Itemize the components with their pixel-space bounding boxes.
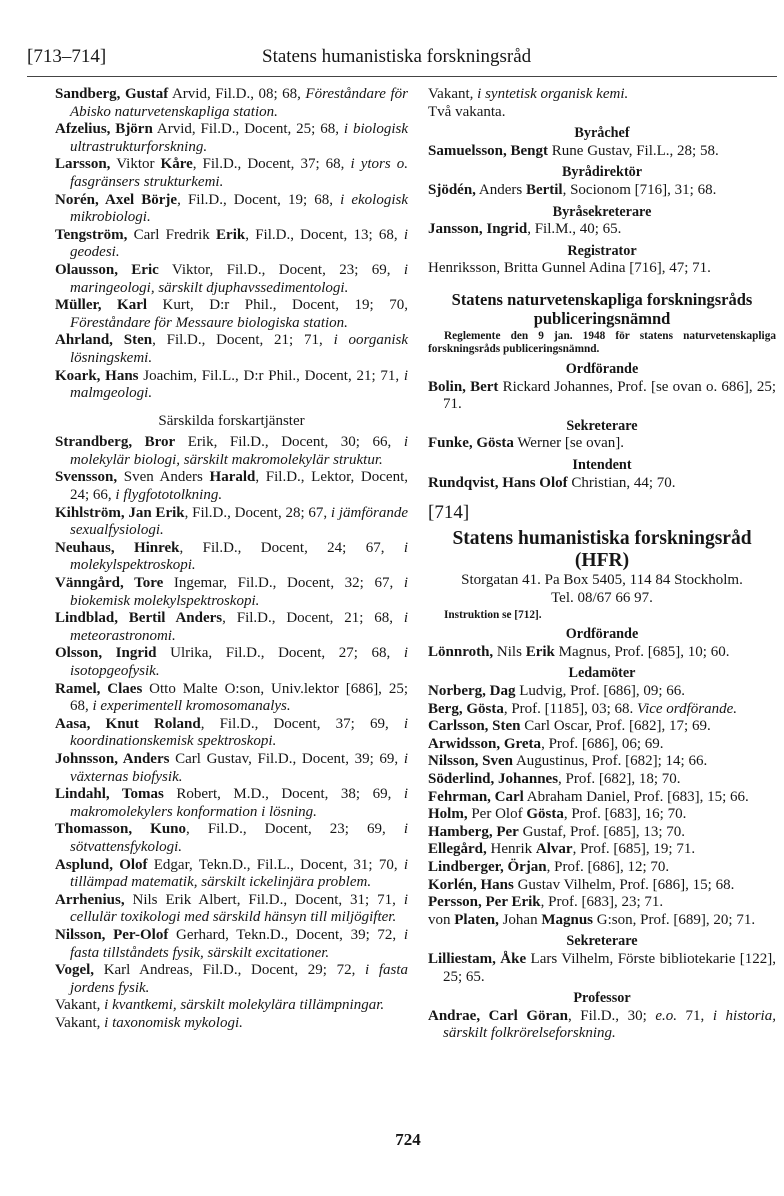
section-heading: Professor [573,990,631,1007]
entry-name: Vänngård, Tore [55,575,164,592]
entry-name: Persson, Per Erik [428,894,541,911]
directory-entry [428,771,776,789]
entry-name: Magnus [541,911,594,928]
directory-entry [428,475,776,493]
directory-entry [428,644,776,662]
directory-entry [428,86,776,104]
directory-entry [55,332,408,367]
directory-entry [55,610,408,645]
entry-specialty: Föreståndare för Abisko naturvetenskapliga station. [70,86,408,120]
entry-details: Erik, Fil.D., Docent, 30; 66, [175,434,404,451]
page-range: [713–714] [27,46,107,67]
entry-details: Ingemar, Fil.D., Docent, 32; 67, [163,575,404,592]
entry-name: Hamberg, Per [428,823,519,840]
entry-details: , Socionom [716], 31; 68. [562,181,717,198]
directory-entry [55,645,408,680]
entry-name: Vogel, [55,962,95,979]
section-heading: Registrator [567,242,637,259]
directory-entry [428,379,776,414]
entry-details: , Prof. [686], 12; 70. [546,859,670,875]
organization-title: (HFR) [574,550,630,572]
entry-details: , Fil.D., Docent, 37; 68, [192,156,351,173]
instruction-note: Instruktion se [712]. [444,609,542,622]
entry-name: Norberg, Dag [428,683,516,700]
entry-details: , Prof. [1185], 03; 68. [503,700,638,717]
entry-name: Asplund, Olof [55,856,148,873]
directory-entry [55,997,408,1015]
entry-name: Nilsson, Sven [428,753,514,770]
entry-details: , Fil.D., Docent, 28; 67, [184,504,331,521]
entry-details: Viktor, Fil.D., Docent, 23; 69, [158,261,404,278]
entry-details: G:son, Prof. [689], 20; 71. [593,911,756,928]
entry-details: Ulrika, Fil.D., Docent, 27; 68, [156,645,404,662]
entry-name: Kåre [160,156,193,173]
entry-details: , Fil.D., Docent, 13; 68, [245,226,404,243]
directory-entry [428,736,776,754]
directory-entry [428,701,776,719]
entry-details: Edgar, Tekn.D., Fil.L., Docent, 31; 70, [147,856,404,873]
entry-name: Afzelius, Björn [55,121,153,138]
section-heading: Intendent [572,456,632,473]
entry-specialty: i jämförande sexualfysiologi. [70,504,408,539]
section-heading: Sekreterare [566,417,638,434]
entry-name: Lindblad, Bertil Anders [55,610,223,627]
entry-specialty: i historia, särskilt folkrörelseforskning. [443,1007,776,1042]
entry-name: Ahrland, Sten [55,332,153,349]
entry-name: Erik [525,643,555,660]
entry-name: Larsson, [55,156,111,173]
directory-entry [428,1008,776,1043]
entry-details: Gustaf, Prof. [685], 13; 70. [518,823,686,840]
section-heading: Ordförande [565,626,639,643]
entry-details: Henrik [486,841,536,858]
entry-details: Lars Vilhelm, Förste bibliotekarie [122], 25; 65. [443,950,777,985]
entry-details: Gerhard, Tekn.D., Docent, 39; 72, [168,926,404,943]
entry-details: Otto Malte O:son, Univ.lektor [686], 25; 68, [70,680,408,715]
left-column [55,86,408,1032]
entry-specialty: i taxonomisk mykologi. [104,1014,243,1031]
entry-details: Arvid, Fil.D., 08; 68, [168,86,306,102]
directory-entry [428,260,776,278]
entry-specialty: e.o. [655,1007,677,1024]
directory-entry [428,221,776,239]
entry-name: Neuhaus, Hinrek [55,539,180,556]
entry-name: Thomasson, Kuno [55,821,187,838]
section-number: [714] [428,502,470,524]
directory-entry [55,786,408,821]
organization-title: Statens humanistiska forskningsråd [452,528,752,550]
section-heading: Ledamöter [568,665,636,682]
entry-name: Tengström, [55,226,128,243]
entry-name: Söderlind, Johannes [428,771,559,788]
entry-details: , Fil.D., Docent, 37; 69, [200,715,404,732]
entry-name: Müller, Karl [55,297,148,314]
directory-entry [55,368,408,403]
entry-details: , Fil.M., 40; 65. [527,221,622,238]
entry-specialty: i flygfototolkning. [115,487,223,504]
entry-details: , Fil.D., Docent, 23; 69, [186,821,404,838]
entry-name: Lönnroth, [428,643,494,660]
organization-title: Statens naturvetenskapliga forskningsråds publiceringsnämnd [451,289,753,328]
directory-entry [428,104,776,122]
section-heading: Byrådirektör [561,164,643,181]
entry-details: , Prof. [686], 06; 69. [541,735,664,752]
directory-entry [55,892,408,927]
entry-specialty: i ytors o. fasgränsers strukturkemi. [70,156,408,190]
entry-specialty: i cellulär toxikologi med särskild hänsyn till miljögifter. [70,891,408,926]
entry-details: 71, [676,1007,713,1024]
entry-details: Nils Erik Albert, Fil.D., Docent, 31; 71, [124,891,404,908]
directory-entry [428,718,776,736]
directory-entry [55,192,408,227]
entry-name: Ramel, Claes [55,680,143,697]
entry-name: Johnsson, Anders [55,750,170,767]
entry-name: Rundqvist, Hans Olof [428,474,568,491]
entry-specialty: i molekylär biologi, särskilt makromolekylär struktur. [70,434,409,468]
entry-name: Samuelsson, Bengt [428,142,549,159]
directory-entry [55,227,408,262]
section-heading: Byråsekreterare [552,203,652,220]
entry-details: , Prof. [683], 23; 71. [540,894,664,911]
section-heading: Byråchef [574,125,630,142]
entry-name: Fehrman, Carl [428,788,524,805]
entry-name: Norén, Axel Börje [55,191,178,208]
entry-specialty: i kvantkemi, särskilt molekylära tillämpningar. [104,997,385,1014]
entry-name: Aasa, Knut Roland [55,715,201,732]
directory-entry [55,751,408,786]
entry-specialty: i oorganisk lösningskemi. [70,332,408,366]
entry-specialty: i biologisk ultrastrukturforskning. [70,121,408,155]
entry-specialty: i geodesi. [70,226,408,261]
entry-name: Lindahl, Tomas [55,786,164,803]
directory-entry [428,824,776,842]
address-line: Storgatan 41. Pa Box 5405, 114 84 Stockholm. [461,572,743,589]
entry-specialty: i experimentell kromosomanalys. [92,698,291,715]
entry-name: Alvar [535,841,573,858]
entry-details: Vakant, [428,86,478,102]
entry-details: Två vakanta. [428,103,506,120]
entry-name: Funke, Gösta [428,435,514,452]
directory-entry [428,435,776,453]
entry-details: Arvid, Fil.D., Docent, 25; 68, [152,121,344,138]
entry-details: Rune Gustav, Fil.L., 28; 58. [548,142,719,159]
entry-specialty: i malmgeologi. [70,367,409,402]
entry-name: Carlsson, Sten [428,718,521,735]
entry-details: Abraham Daniel, Prof. [683], 15; 66. [523,788,749,805]
directory-entry [428,894,776,912]
entry-name: Svensson, [55,469,118,486]
entry-details: , Fil.D., Docent, 19; 68, [177,191,341,208]
entry-specialty: i växternas biofysik. [70,750,409,785]
entry-name: Harald [209,469,256,486]
entry-specialty: i syntetisk organisk kemi. [477,86,629,102]
entry-details: Sven Anders [117,469,210,486]
directory-entry [55,121,408,156]
entry-name: Kihlström, Jan Erik [55,504,185,521]
entry-details: Robert, M.D., Docent, 38; 69, [163,786,404,803]
entry-name: Bertil [525,181,563,198]
entry-details: Carl Gustav, Fil.D., Docent, 39; 69, [169,750,404,767]
directory-entry [428,753,776,771]
entry-specialty: i ekologisk mikrobiologi. [70,191,408,226]
entry-details: , Prof. [683], 16; 70. [563,806,687,823]
entry-name: Strandberg, Bror [55,434,176,451]
directory-entry [55,857,408,892]
entry-name: Arwidsson, Greta [428,735,542,752]
entry-details: , Prof. [682], 18; 70. [558,771,681,788]
entry-specialty: Vice ordförande. [637,700,737,717]
directory-entry [428,951,776,986]
entry-specialty: i makromolekylers konformation i lösning. [70,786,408,820]
directory-entry [428,806,776,824]
directory-entry [428,683,776,701]
entry-details: , Fil.D., 30; [568,1007,656,1024]
entry-details: , Fil.D., Docent, 21; 68, [222,610,404,627]
right-column [428,86,776,1043]
directory-entry [55,575,408,610]
directory-entry [428,182,776,200]
entry-specialty: Föreståndare för Messaure biologiska station. [70,314,348,331]
entry-details: , Fil.D., Docent, 21; 71, [152,332,334,349]
entry-specialty: i tillämpad matematik, särskilt ickelinjära problem. [70,856,408,891]
entry-name: Sandberg, Gustaf [55,86,169,102]
directory-entry [55,262,408,297]
entry-details: Karl Andreas, Fil.D., Docent, 29; 72, [94,962,365,979]
entry-details: , Fil.D., Lektor, Docent, 24; 66, [70,469,408,504]
entry-name: Olsson, Ingrid [55,645,157,662]
entry-specialty: i fasta jordens fysik. [70,962,408,996]
entry-details: Joachim, Fil.L., D:r Phil., Docent, 21; 71, [138,367,404,384]
entry-name: Jansson, Ingrid [428,221,528,238]
entry-details: Vakant, [55,1014,105,1031]
entry-specialty: i maringeologi, särskilt djuphavssedimentologi. [70,261,408,296]
directory-entry [55,156,408,191]
header-rule [27,76,777,77]
directory-entry [55,505,408,540]
regulation-note: Reglemente den 9 jan. 1948 för statens naturvetenskapliga forskningsråds publiceringsnämnd. [428,329,776,356]
entry-name: Arrhenius, [55,891,125,908]
entry-details: Augustinus, Prof. [682]; 14; 66. [513,753,708,770]
entry-details: Werner [se ovan]. [513,435,624,452]
entry-name: Nilsson, Per-Olof [55,926,169,943]
directory-entry [55,1015,408,1033]
entry-name: Erik [216,226,246,243]
address-line: Tel. 08/67 66 97. [551,589,653,606]
directory-entry [55,927,408,962]
directory-entry [428,859,776,877]
entry-details: , Prof. [685], 19; 71. [572,841,696,858]
section-heading: Ordförande [565,360,639,377]
section-heading: Särskilda forskartjänster [158,412,305,429]
entry-details: Carl Oscar, Prof. [682], 17; 69. [520,718,711,735]
section-heading: Sekreterare [566,933,638,950]
entry-details: von [428,911,455,928]
entry-details: Henriksson, Britta Gunnel Adina [716], 47; 71. [428,260,711,277]
entry-name: Berg, Gösta [428,700,504,717]
directory-entry [428,789,776,807]
entry-name: Platen, [454,911,499,928]
entry-details: Per Olof [467,806,527,823]
directory-entry [428,877,776,895]
page-number: 724 [395,1130,421,1149]
entry-details: , Fil.D., Docent, 24; 67, [179,539,404,556]
entry-name: Olausson, Eric [55,261,159,278]
entry-specialty: i meteorastronomi. [70,610,409,644]
entry-name: Bolin, Bert [428,378,499,395]
entry-details: Magnus, Prof. [685], 10; 60. [554,643,730,660]
directory-entry [55,86,408,121]
running-title: Statens humanistiska forskningsråd [262,46,532,67]
directory-entry [428,143,776,161]
directory-entry [55,469,408,504]
entry-details: Kurt, D:r Phil., Docent, 19; 70, [147,297,408,314]
directory-entry [55,540,408,575]
entry-specialty: i biokemisk molekylspektroskopi. [70,575,408,609]
directory-entry [55,297,408,332]
entry-name: Koark, Hans [55,367,139,384]
entry-details: Gustav Vilhelm, Prof. [686], 15; 68. [513,876,735,893]
entry-name: Sjödén, [428,181,476,198]
entry-details: Christian, 44; 70. [567,474,676,491]
directory-entry [428,841,776,859]
entry-name: Lilliestam, Åke [428,950,527,967]
entry-details: Rickard Johannes, Prof. [se ovan o. 686], 25; 71. [443,378,776,413]
entry-details: Ludvig, Prof. [686], 09; 66. [515,683,686,700]
entry-name: Gösta [526,806,564,823]
entry-name: Lindberger, Örjan [428,859,547,875]
entry-specialty: i koordinationskemisk spektroskopi. [70,715,408,750]
entry-details: Anders [475,181,526,198]
entry-details: Vakant, [55,997,105,1014]
entry-specialty: i fasta tillståndets fysik, särskilt excitationer. [70,926,408,961]
directory-entry [55,821,408,856]
directory-entry [55,681,408,716]
entry-details: Johan [498,911,542,928]
entry-details: Viktor [110,156,161,173]
entry-name: Andrae, Carl Göran [428,1007,568,1024]
directory-entry [55,434,408,469]
entry-name: Ellegård, [428,841,487,858]
entry-specialty: i sötvattensfykologi. [70,821,408,855]
entry-name: Holm, [428,806,468,823]
entry-specialty: i isotopgeofysik. [70,645,408,679]
entry-details: Carl Fredrik [127,226,217,243]
entry-specialty: i molekylspektroskopi. [70,539,408,574]
entry-details: Nils [493,643,526,660]
entry-name: Korlén, Hans [428,876,514,893]
directory-entry [55,716,408,751]
directory-entry [55,962,408,997]
directory-entry [428,912,776,930]
